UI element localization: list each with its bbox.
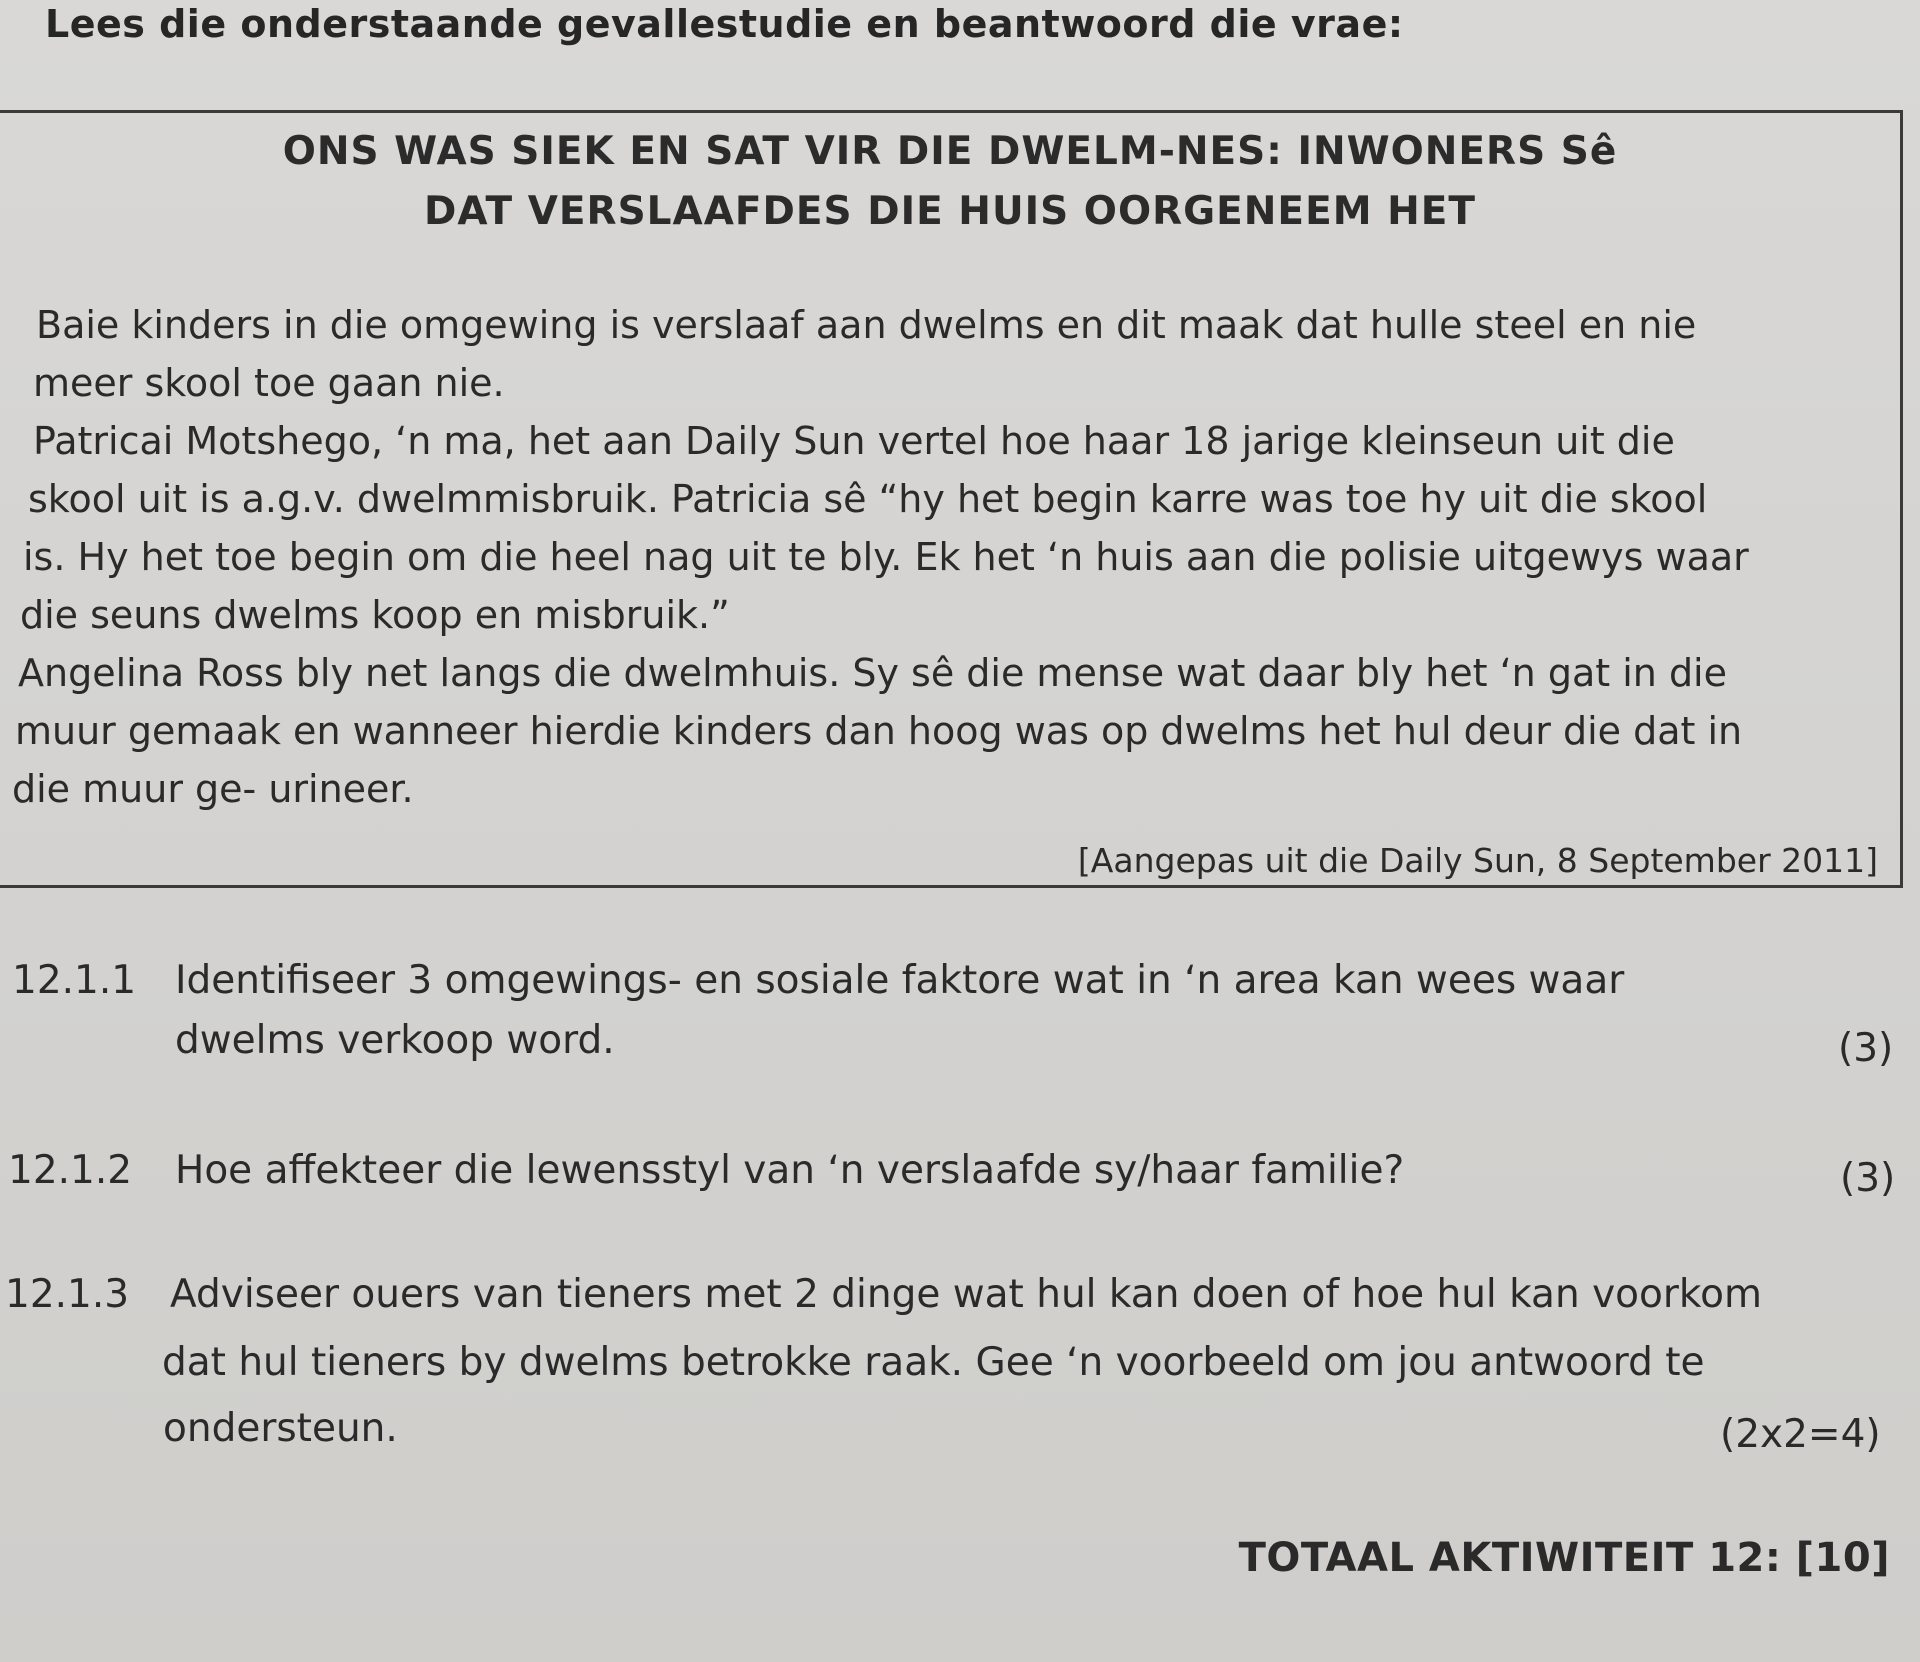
case-study-headline-line-1: ONS WAS SIEK EN SAT VIR DIE DWELM-NES: INWONERS Sê — [282, 129, 1618, 174]
question-text-line: Adviseer ouers van tieners met 2 dinge wat hul kan doen of hoe hul kan voorkom — [170, 1272, 1762, 1317]
question-number: 12.1.3 — [5, 1272, 130, 1317]
question-marks: (2x2=4) — [1720, 1412, 1881, 1457]
case-study-line: is. Hy het toe begin om die heel nag uit te bly. Ek het ‘n huis aan die polisie uitgewys waar — [23, 535, 1749, 579]
case-study-line: muur gemaak en wanneer hierdie kinders dan hoog was op dwelms het hul deur die dat in — [15, 709, 1743, 753]
question-text-line: ondersteun. — [163, 1406, 398, 1451]
case-study-line: Patricai Motshego, ‘n ma, het aan Daily Sun vertel hoe haar 18 jarige kleinseun uit die — [33, 419, 1675, 463]
question-marks: (3) — [1838, 1026, 1894, 1071]
case-study-headline-line-2: DAT VERSLAAFDES DIE HUIS OORGENEEM HET — [424, 189, 1476, 234]
total-activity-marks: TOTAAL AKTIWITEIT 12: [10] — [1238, 1535, 1890, 1581]
case-study-line: Angelina Ross bly net langs die dwelmhuis. Sy sê die mense wat daar bly het ‘n gat in die — [18, 651, 1727, 695]
instruction-text: Lees die onderstaande gevallestudie en beantwoord die vrae: — [45, 2, 1404, 46]
case-study-line: skool uit is a.g.v. dwelmmisbruik. Patricia sê “hy het begin karre was toe hy uit die skool — [28, 477, 1708, 521]
question-marks: (3) — [1840, 1156, 1896, 1201]
question-text-line: dat hul tieners by dwelms betrokke raak. Gee ‘n voorbeeld om jou antwoord te — [162, 1340, 1705, 1385]
question-text-line: Hoe affekteer die lewensstyl van ‘n verslaafde sy/haar familie? — [175, 1148, 1405, 1193]
question-text-line: dwelms verkoop word. — [175, 1018, 615, 1063]
case-study-line: die seuns dwelms koop en misbruik.” — [20, 593, 730, 637]
question-number: 12.1.1 — [12, 958, 137, 1003]
case-study-source: [Aangepas uit die Daily Sun, 8 September 2011] — [1077, 841, 1878, 880]
case-study-line: meer skool toe gaan nie. — [33, 361, 505, 405]
case-study-line: die muur ge- urineer. — [12, 767, 414, 811]
case-study-box — [0, 110, 1903, 888]
question-text-line: Identifiseer 3 omgewings- en sosiale faktore wat in ‘n area kan wees waar — [175, 958, 1625, 1003]
case-study-line: Baie kinders in die omgewing is verslaaf aan dwelms en dit maak dat hulle steel en nie — [36, 303, 1697, 347]
question-number: 12.1.2 — [8, 1148, 133, 1193]
